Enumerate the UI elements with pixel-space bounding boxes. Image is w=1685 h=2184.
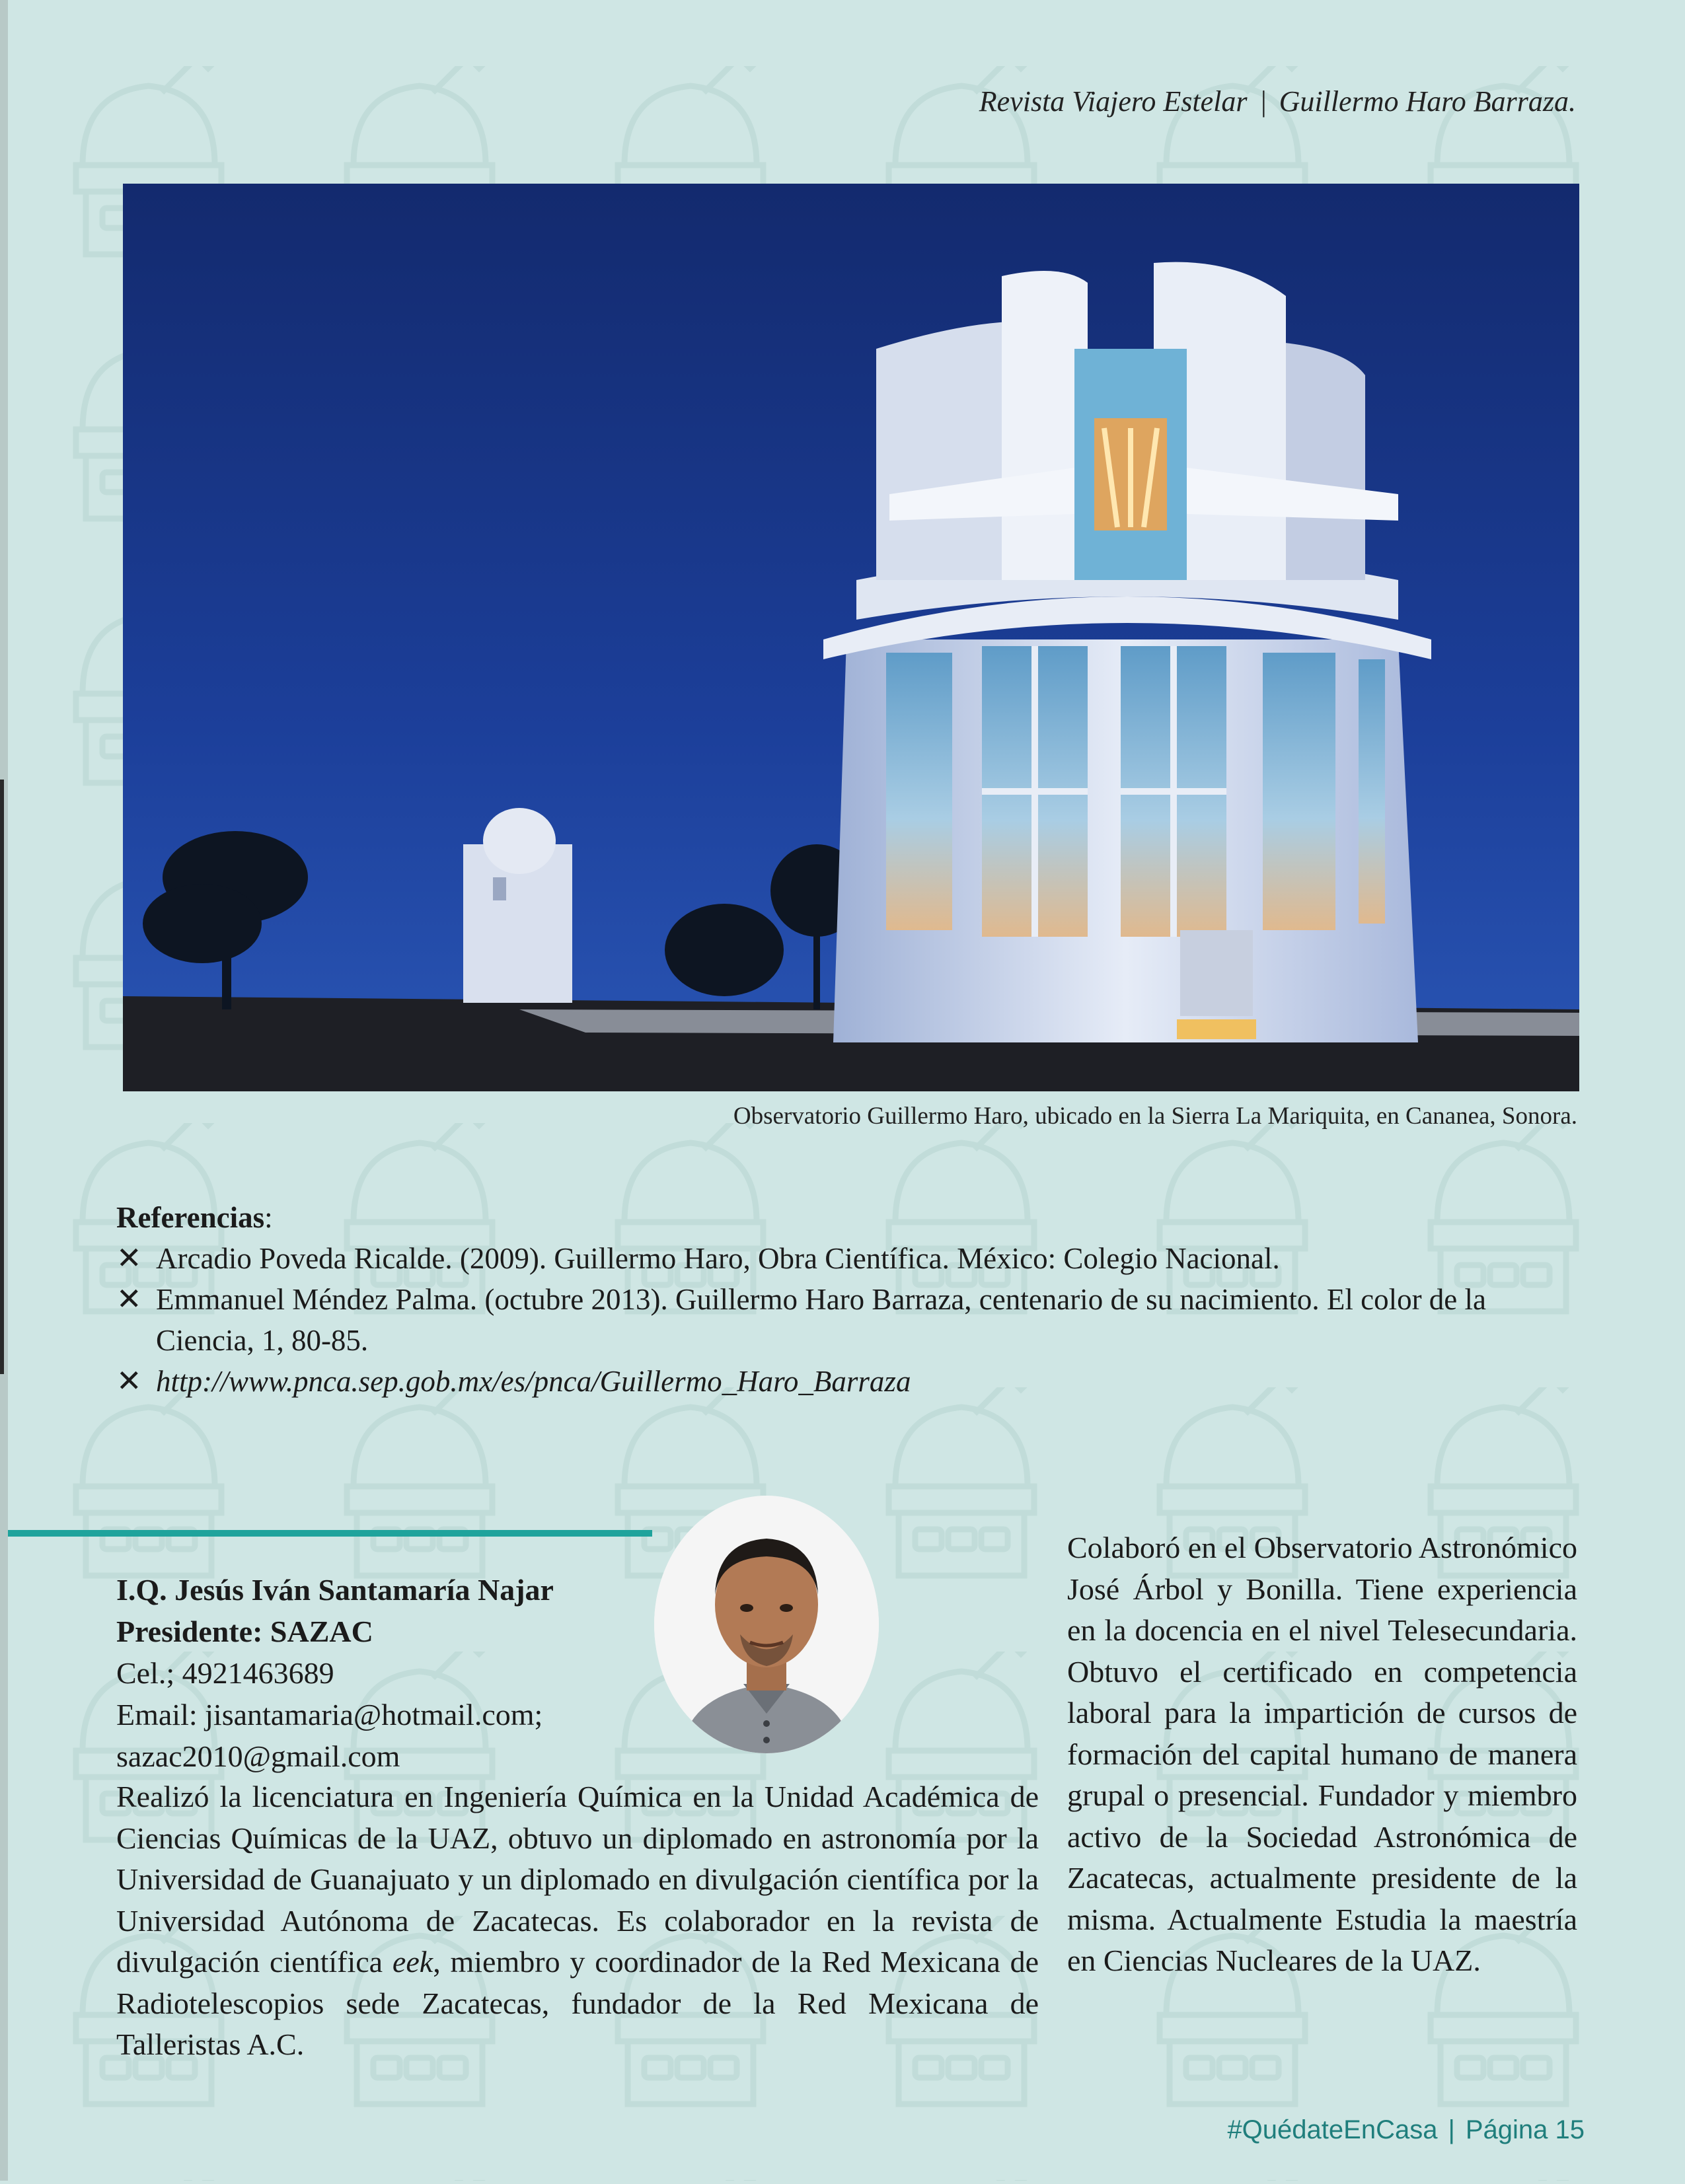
author-info	[116, 1569, 1041, 1777]
reference-item	[116, 1279, 1590, 1361]
reference-text: Arcadio Poveda Ricalde. (2009). Guillermo Haro, Obra Científica. México: Colegio Nacional.	[156, 1242, 1280, 1275]
page-number: Página 15	[1465, 2115, 1585, 2144]
author-bio-right: Colaboró en el Observatorio Astronómico José Árbol y Bonilla. Tiene experiencia en la docencia en el nivel Telesecundaria. Obtuvo el certificado en competencia laboral para la impartición de cursos de formación del capital humano de manera grupal o presencial. Fundador y miembro activo de la Sociedad Astronómica de Zacatecas, actualmente presidente de la misma. Actualmente Estudia la maestría en Ciencias Nucleares de la UAZ.	[1067, 1531, 1577, 1977]
references-colon: :	[264, 1201, 273, 1234]
author-role: Presidente: SAZAC	[116, 1615, 373, 1648]
footer-separator: |	[1448, 2115, 1455, 2144]
bio-magazine-name: eek	[392, 1945, 433, 1979]
bio-text: , miembro y coordinador de la Red Mexicana de Radiotelescopios sede Zacatecas, fundador de la Red Mexicana de Talleristas A.C.	[116, 1945, 1039, 2061]
references-heading	[116, 1197, 1590, 1238]
references-section	[116, 1197, 1590, 1402]
reference-text: Emmanuel Méndez Palma. (octubre 2013). Guillermo Haro Barraza, centenario de su nacimiento. El color de la Ciencia, 1, 80-85.	[156, 1283, 1487, 1357]
bio-text: Realizó la licenciatura en Ingeniería Química en la Unidad Académica de Ciencias Químicas de la UAZ, obtuvo un diplomado en astronomía por la Universidad de Guanajuato y un diplomado en divulgación científica por la Universidad Autónoma de Zacatecas. Es colaborador en la revista de divulgación científica	[116, 1780, 1039, 1979]
reference-item-url[interactable]	[116, 1361, 1590, 1402]
magazine-title: Revista Viajero Estelar	[979, 85, 1248, 118]
references-title: Referencias	[116, 1201, 265, 1234]
author-email[interactable]: Email: jisantamaria@hotmail.com;	[116, 1698, 543, 1731]
section-divider	[8, 1530, 652, 1537]
bullet-x-icon: ✕	[116, 1282, 142, 1316]
author-email-secondary[interactable]: sazac2010@gmail.com	[116, 1739, 400, 1773]
reference-item	[116, 1238, 1590, 1279]
header-separator: |	[1259, 85, 1267, 118]
photo-caption: Observatorio Guillermo Haro, ubicado en la Sierra La Mariquita, en Cananea, Sonora.	[733, 1103, 1577, 1130]
author-name: I.Q. Jesús Iván Santamaría Najar	[116, 1573, 554, 1607]
footer-hashtag: #QuédateEnCasa	[1227, 2115, 1438, 2144]
bullet-x-icon: ✕	[116, 1241, 142, 1275]
reference-link[interactable]: http://www.pnca.sep.gob.mx/es/pnca/Guillermo_Haro_Barraza	[156, 1365, 911, 1398]
author-bio-left	[116, 1776, 1039, 2066]
observatory-photo	[123, 184, 1579, 1091]
bullet-x-icon: ✕	[116, 1364, 142, 1398]
article-title: Guillermo Haro Barraza.	[1279, 85, 1576, 118]
author-phone: Cel.; 4921463689	[116, 1656, 334, 1690]
running-head	[979, 85, 1576, 118]
page-footer	[1227, 2115, 1585, 2145]
